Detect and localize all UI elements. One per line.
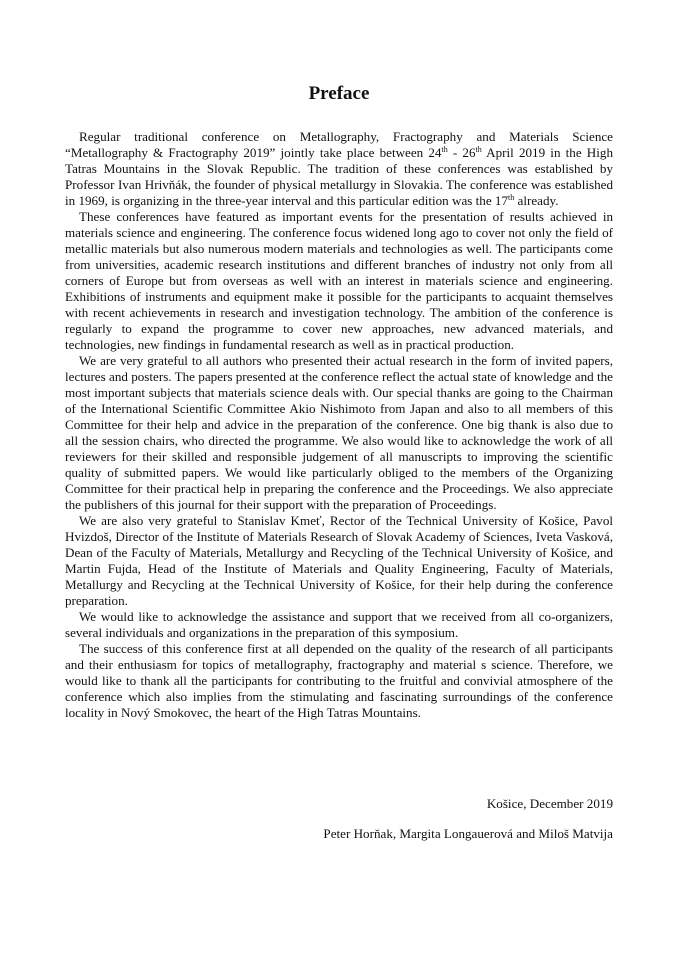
preface-body: [65, 129, 613, 721]
paragraph-2: These conferences have featured as important events for the presentation of results achieved in materials science and engineering. The conference focus widened long ago to cover not only the field of metallic materials but also numerous modern materials and technologies as well. The participants come from universities, academic research institutions and different branches of industry not only from all corners of Europe but from overseas as well with an interest in materials science and engineering. Exhibitions of instruments and equipment make it possible for the participants to acquaint themselves with recent achievements in research and investigation technology. The ambition of the conference is regularly to expand the programme to cover new approaches, new advanced materials, and technologies, new findings in fundamental research as well as in practical production.: [65, 209, 613, 352]
paragraph-5: We would like to acknowledge the assistance and support that we received from all co-organizers, several individuals and organizations in the preparation of this symposium.: [65, 609, 613, 640]
authors-signature: Peter Horňak, Margita Longauerová and Miloš Matvija: [323, 826, 613, 841]
paragraph-3: We are very grateful to all authors who presented their actual research in the form of invited papers, lectures and posters. The papers presented at the conference reflect the actual state of knowledge and the most important subjects that materials science deals with. Our special thanks are going to the Chairman of the International Scientific Committee Akio Nishimoto from Japan and also to all members of this Committee for their help and advice in the preparation of the conference. One big thank is also due to all the session chairs, who directed the programme. We also would like to acknowledge the work of all reviewers for their skilled and responsible judgement of all manuscripts to improving the scientific quality of submitted papers. We would like particularly obliged to the members of the Organizing Committee for their practical help in preparing the conference and the Proceedings. We also appreciate the publishers of this journal for their support with the preparation of Proceedings.: [65, 353, 613, 512]
paragraph-4: We are also very grateful to Stanislav Kmeť, Rector of the Technical University of Košice, Pavol Hvizdoš, Director of the Institute of Materials Research of Slovak Academy of Sciences, Iveta Vasková, Dean of the Faculty of Materials, Metallurgy and Recycling of the Technical University of Košice, and Martin Fujda, Head of the Institute of Materials and Quality Engineering, Faculty of Materials, Metallurgy and Recycling at the Technical University of Košice, for their help during the conference preparation.: [65, 513, 613, 608]
place-date: Košice, December 2019: [486, 796, 613, 811]
paragraph-6: The success of this conference first at all depended on the quality of the research of all participants and their enthusiasm for topics of metallography, fractography and material s science. Therefore, we would like to thank all the participants for contributing to the fruitful and convivial atmosphere of the conference which also implies from the stimulating and fascinating surroundings of the conference locality in Nový Smokovec, the heart of the High Tatras Mountains.: [65, 641, 613, 720]
page-title: Preface: [308, 83, 370, 104]
paragraph-1: Regular traditional conference on Metallography, Fractography and Materials Science “Metallography & Fractography 2019” jointly take place between 24th - 26th April 2019 in the High Tatras Mountains in the Slovak Republic. The tradition of these conferences was established by Professor Ivan Hrivňák, the founder of physical metallurgy in Slovakia. The conference was established in 1969, is organizing in the three-year interval and this particular edition was the 17th already.: [65, 129, 613, 208]
